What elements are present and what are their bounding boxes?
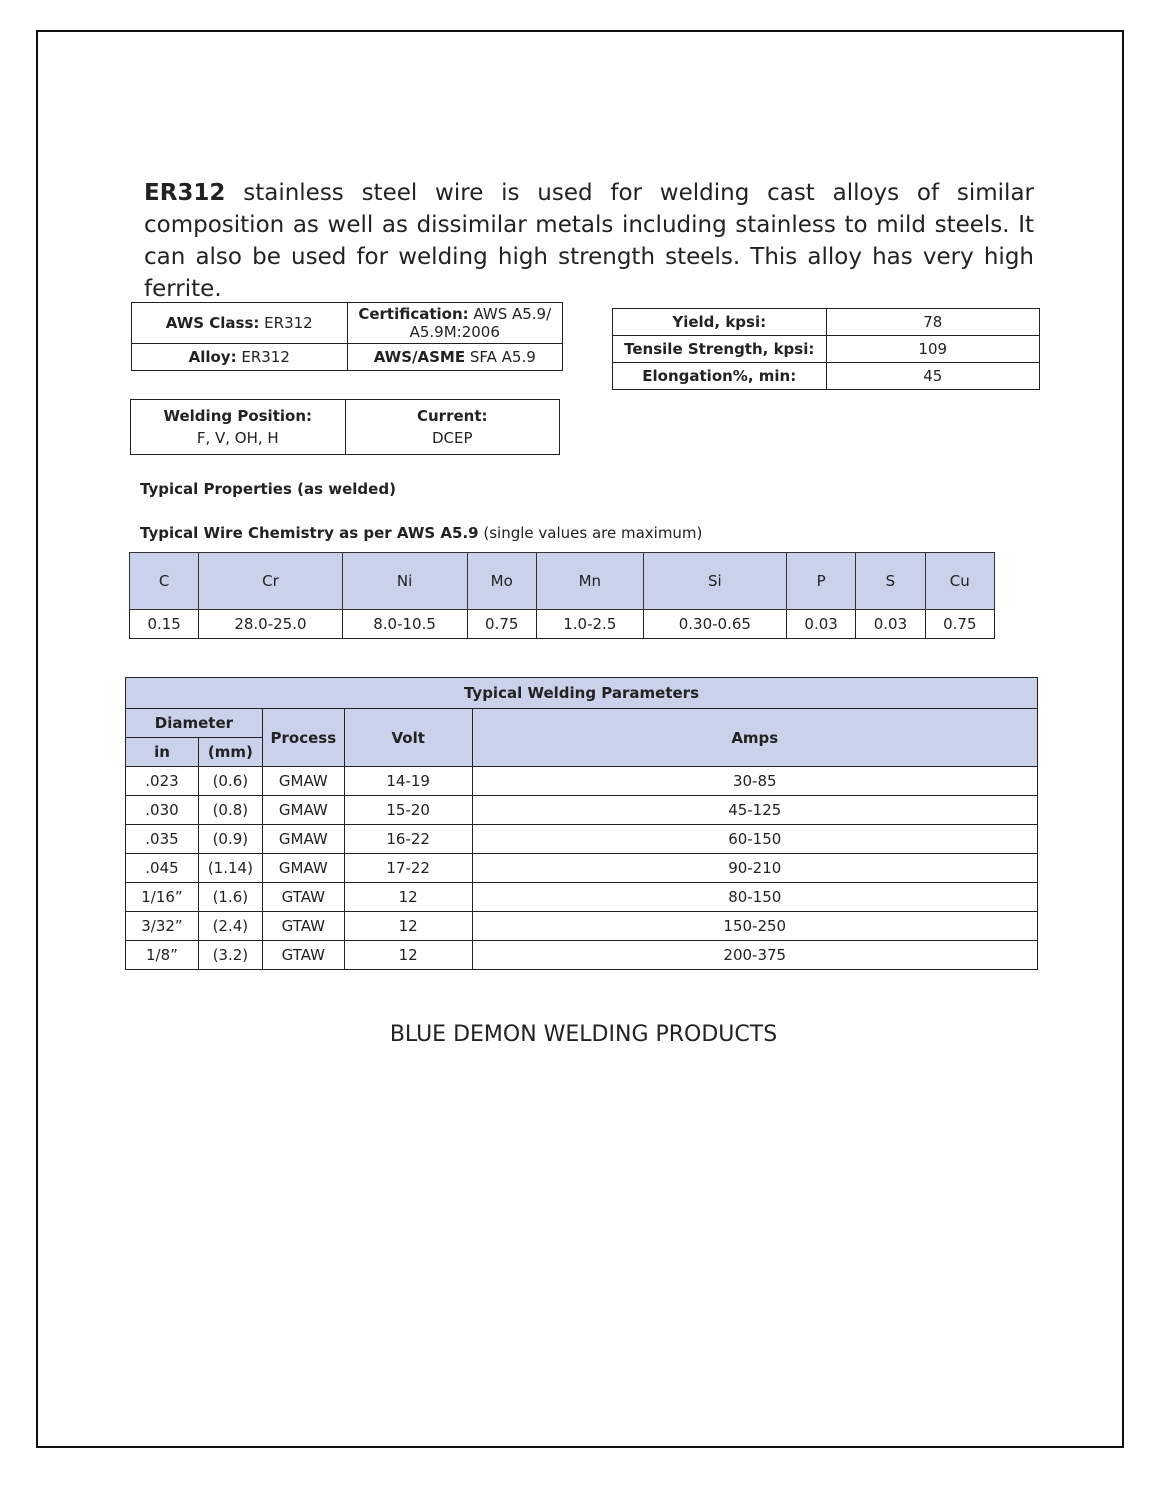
welding-process-cell: GTAW <box>262 941 344 970</box>
certification-value: AWS A5.9/ A5.9M:2006 <box>409 305 552 341</box>
current-value: DCEP <box>431 429 473 447</box>
element-value: 28.0-25.0 <box>199 610 342 639</box>
welding-row <box>126 883 1038 912</box>
welding-process-cell: GMAW <box>262 825 344 854</box>
welding-amps-cell: 150-250 <box>472 912 1037 941</box>
chemistry-heading <box>140 524 702 542</box>
chemistry-heading-note: (single values are maximum) <box>478 524 703 542</box>
welding-in-cell: 1/16” <box>126 883 199 912</box>
aws-class-value: ER312 <box>259 314 313 332</box>
certification-cell <box>347 303 563 344</box>
welding-in-cell: 1/8” <box>126 941 199 970</box>
welding-title-row <box>126 678 1038 709</box>
classification-table <box>131 302 563 371</box>
welding-volt-cell: 16-22 <box>344 825 472 854</box>
welding-header-row <box>126 709 1038 738</box>
welding-mm-cell: (0.6) <box>198 767 262 796</box>
welding-process-cell: GTAW <box>262 912 344 941</box>
welding-volt-cell: 12 <box>344 883 472 912</box>
current-label: Current: <box>416 407 488 425</box>
welding-volt-cell: 12 <box>344 912 472 941</box>
element-header: Cr <box>199 553 342 610</box>
welding-volt-cell: 17-22 <box>344 854 472 883</box>
welding-mm-cell: (2.4) <box>198 912 262 941</box>
mm-header: (mm) <box>198 738 262 767</box>
welding-in-cell: .030 <box>126 796 199 825</box>
welding-row <box>126 854 1038 883</box>
welding-position-cell <box>131 400 346 455</box>
mech-row <box>613 363 1040 390</box>
welding-row <box>126 912 1038 941</box>
welding-process-cell: GTAW <box>262 883 344 912</box>
welding-mm-cell: (1.14) <box>198 854 262 883</box>
welding-row <box>126 825 1038 854</box>
welding-parameters-table <box>125 677 1038 970</box>
element-value: 0.75 <box>467 610 536 639</box>
welding-mm-cell: (3.2) <box>198 941 262 970</box>
certification-label: Certification: <box>358 305 469 323</box>
product-name: ER312 <box>144 180 226 206</box>
welding-row <box>126 796 1038 825</box>
mech-label: Tensile Strength, kpsi: <box>613 336 827 363</box>
chemistry-table <box>129 552 995 639</box>
position-current-table <box>130 399 560 455</box>
mech-label: Yield, kpsi: <box>613 309 827 336</box>
process-header: Process <box>262 709 344 767</box>
welding-in-cell: .023 <box>126 767 199 796</box>
element-value: 8.0-10.5 <box>342 610 467 639</box>
welding-volt-cell: 15-20 <box>344 796 472 825</box>
welding-process-cell: GMAW <box>262 854 344 883</box>
welding-row <box>126 767 1038 796</box>
company-footer: BLUE DEMON WELDING PRODUCTS <box>389 1022 778 1047</box>
aws-class-cell <box>132 303 348 344</box>
volt-header: Volt <box>344 709 472 767</box>
mechanical-properties-table <box>612 308 1040 390</box>
element-header: Mn <box>536 553 643 610</box>
welding-process-cell: GMAW <box>262 796 344 825</box>
element-header: Mo <box>467 553 536 610</box>
welding-process-cell: GMAW <box>262 767 344 796</box>
mech-value: 109 <box>826 336 1040 363</box>
welding-mm-cell: (0.9) <box>198 825 262 854</box>
element-value: 1.0-2.5 <box>536 610 643 639</box>
element-header: C <box>130 553 199 610</box>
mech-row <box>613 336 1040 363</box>
welding-amps-cell: 60-150 <box>472 825 1037 854</box>
spec-label: AWS/ASME <box>373 348 466 366</box>
mech-value: 78 <box>826 309 1040 336</box>
chemistry-heading-bold: Typical Wire Chemistry as per AWS A5.9 <box>140 524 479 542</box>
welding-in-cell: .045 <box>126 854 199 883</box>
spec-value: SFA A5.9 <box>465 348 536 366</box>
element-header: Ni <box>342 553 467 610</box>
welding-volt-cell: 14-19 <box>344 767 472 796</box>
element-value: 0.03 <box>856 610 925 639</box>
welding-amps-cell: 80-150 <box>472 883 1037 912</box>
welding-position-label: Welding Position: <box>163 407 312 425</box>
element-header: Cu <box>925 553 994 610</box>
chemistry-value-row <box>130 610 995 639</box>
alloy-value: ER312 <box>236 348 290 366</box>
welding-amps-cell: 200-375 <box>472 941 1037 970</box>
spec-cell <box>347 344 563 371</box>
chemistry-header-row <box>130 553 995 610</box>
intro-text: stainless steel wire is used for welding cast alloys of similar composition as well as dissimilar metals including stainless to mild steels. It can also be used for welding high strength steels. This alloy has very high ferrite. <box>144 180 1034 302</box>
welding-rows <box>126 767 1038 970</box>
welding-row <box>126 941 1038 970</box>
typical-properties-heading: Typical Properties (as welded) <box>140 480 396 498</box>
welding-volt-cell: 12 <box>344 941 472 970</box>
current-cell <box>345 400 560 455</box>
in-header: in <box>126 738 199 767</box>
welding-title: Typical Welding Parameters <box>126 678 1038 709</box>
mech-row <box>613 309 1040 336</box>
welding-in-cell: .035 <box>126 825 199 854</box>
welding-amps-cell: 90-210 <box>472 854 1037 883</box>
welding-amps-cell: 30-85 <box>472 767 1037 796</box>
element-value: 0.75 <box>925 610 994 639</box>
diameter-header: Diameter <box>126 709 263 738</box>
element-header: Si <box>643 553 786 610</box>
aws-class-label: AWS Class: <box>165 314 260 332</box>
element-header: S <box>856 553 925 610</box>
mech-value: 45 <box>826 363 1040 390</box>
welding-mm-cell: (0.8) <box>198 796 262 825</box>
welding-position-value: F, V, OH, H <box>196 429 279 447</box>
amps-header: Amps <box>472 709 1037 767</box>
element-header: P <box>786 553 855 610</box>
element-value: 0.15 <box>130 610 199 639</box>
welding-mm-cell: (1.6) <box>198 883 262 912</box>
welding-in-cell: 3/32” <box>126 912 199 941</box>
welding-amps-cell: 45-125 <box>472 796 1037 825</box>
intro-paragraph <box>144 177 1034 305</box>
mech-label: Elongation%, min: <box>613 363 827 390</box>
alloy-label: Alloy: <box>188 348 237 366</box>
element-value: 0.03 <box>786 610 855 639</box>
element-value: 0.30-0.65 <box>643 610 786 639</box>
alloy-cell <box>132 344 348 371</box>
